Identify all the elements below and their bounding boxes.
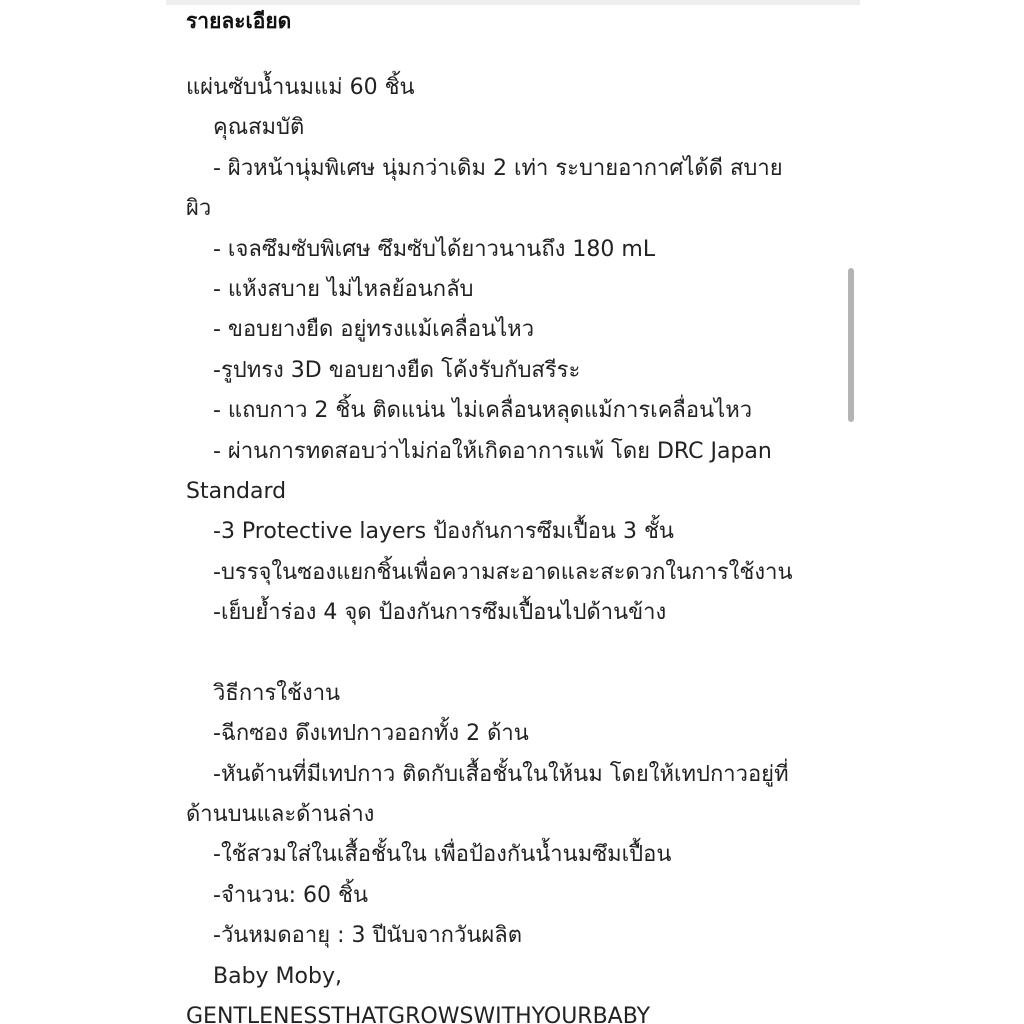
- usage-line: -ฉีกซอง ดึงเทปกาวออกทั้ง 2 ด้าน: [213, 721, 529, 747]
- product-description: [186, 68, 846, 1024]
- tagline: GENTLENESSTHATGROWSWITHYOURBABY: [186, 1003, 651, 1024]
- usage-heading: วิธีการใช้งาน: [213, 680, 341, 706]
- quantity-line: -จำนวน: 60 ชิ้น: [213, 882, 368, 908]
- feature-line: - ผ่านการทดสอบว่าไม่ก่อให้เกิดอาการแพ้ โดย DRC Japan: [213, 438, 772, 464]
- feature-line: - แห้งสบาย ไม่ไหลย้อนกลับ: [213, 276, 474, 302]
- feature-line: - ผิวหน้านุ่มพิเศษ นุ่มกว่าเดิม 2 เท่า ระบายอากาศได้ดี สบาย: [213, 155, 783, 181]
- shelf-life-line: -วันหมดอายุ : 3 ปีนับจากวันผลิต: [213, 923, 523, 949]
- section-title: รายละเอียด: [186, 9, 292, 33]
- feature-line: - เจลซึมซับพิเศษ ซึมซับได้ยาวนานถึง 180 mL: [213, 236, 656, 262]
- feature-line: - แถบกาว 2 ชิ้น ติดแน่น ไม่เคลื่อนหลุดแม้การเคลื่อนไหว: [213, 398, 753, 424]
- usage-line: -หันด้านที่มีเทปกาว ติดกับเสื้อชั้นในให้นม โดยให้เทปกาวอยู่ที่: [213, 761, 789, 787]
- feature-line: -เย็บย้ำร่อง 4 จุด ป้องกันการซึมเปื้อนไปด้านข้าง: [213, 600, 667, 626]
- brand-line: Baby Moby,: [213, 963, 342, 989]
- features-heading: คุณสมบัติ: [213, 115, 305, 141]
- feature-line: -3 Protective layers ป้องกันการซึมเปื้อน 3 ชั้น: [213, 519, 674, 545]
- feature-line: -รูปทรง 3D ขอบยางยืด โค้งรับกับสรีระ: [213, 357, 581, 383]
- feature-line: -บรรจุในซองแยกชิ้นเพื่อความสะอาดและสะดวกในการใช้งาน: [213, 559, 793, 585]
- usage-line: -ใช้สวมใส่ในเสื้อชั้นใน เพื่อป้องกันน้ำนมซึมเปื้อน: [213, 842, 672, 868]
- vertical-scrollbar[interactable]: [848, 268, 854, 422]
- product-name: แผ่นซับน้ำนมแม่ 60 ชิ้น: [186, 75, 415, 100]
- feature-line: - ขอบยางยืด อยู่ทรงแม้เคลื่อนไหว: [213, 317, 535, 343]
- usage-line-wrap: ด้านบนและด้านล่าง: [186, 802, 375, 828]
- feature-line-wrap: ผิว: [186, 196, 212, 222]
- feature-line-wrap: Standard: [186, 478, 287, 504]
- paragraph-gap: [186, 633, 846, 673]
